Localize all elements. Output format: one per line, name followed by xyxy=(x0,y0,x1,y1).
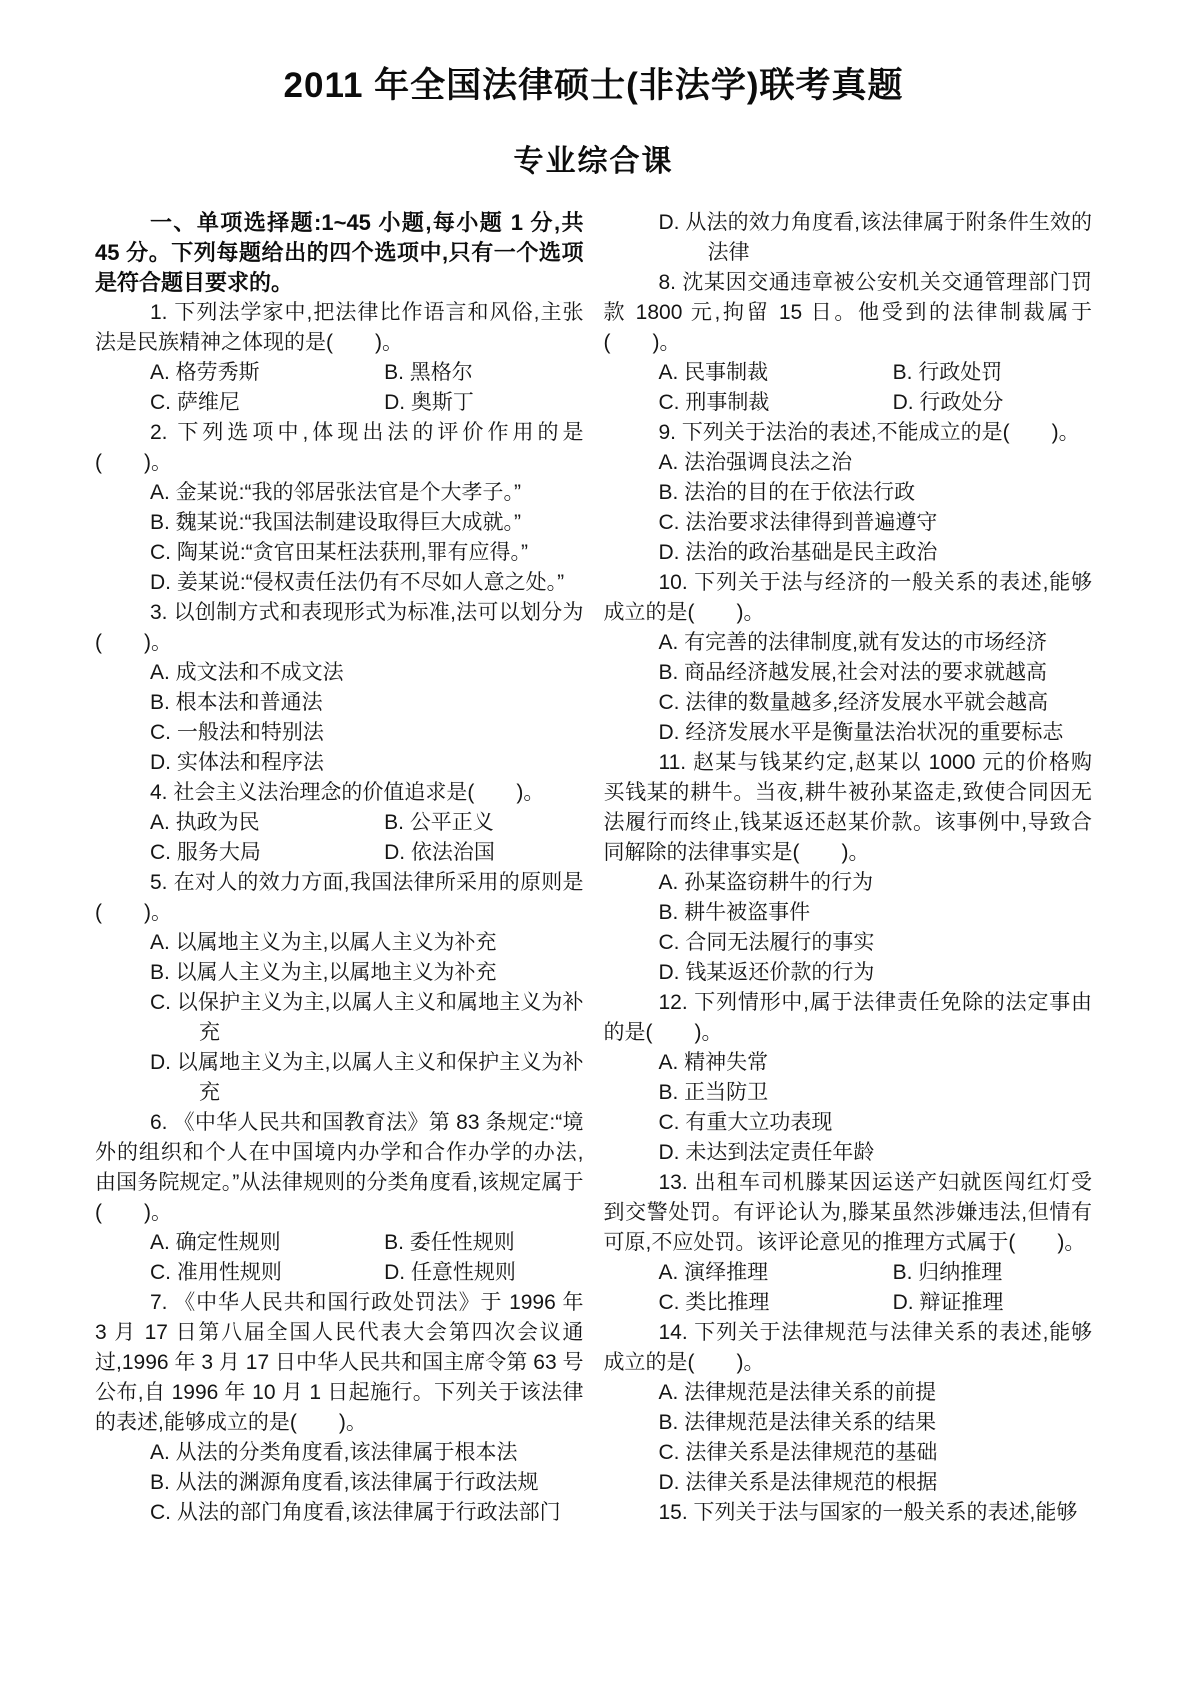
option-b: B. 黑格尔 xyxy=(384,361,473,385)
question-stem: 7. 《中华人民共和国行政处罚法》于 1996 年 3 月 17 日第八届全国人民代表大会第四次会议通过,1996 年 3 月 17 日中华人民共和国主席令第 63 号公布,自 1996 年 10 月 1 日起施行。下列关于该法律的表述,能够成立的是( )。 xyxy=(95,1291,584,1435)
section-intro: 一、单项选择题:1~45 小题,每小题 1 分,共 45 分。下列每题给出的四个选项中,只有一个选项是符合题目要求的。 xyxy=(95,210,584,296)
options-grid xyxy=(659,1258,1093,1318)
option-a: A. 法律规范是法律关系的前提 xyxy=(658,1381,937,1405)
question-2 xyxy=(95,418,584,598)
option-c: C. 法律关系是法律规范的基础 xyxy=(658,1441,938,1465)
question-stem: 2. 下列选项中,体现出法的评价作用的是( )。 xyxy=(95,421,584,475)
option-d: D. 以属地主义为主,以属人主义和保护主义为补充 xyxy=(150,1051,584,1105)
option-d: D. 任意性规则 xyxy=(384,1261,516,1285)
option-b: B. 法律规范是法律关系的结果 xyxy=(658,1411,937,1435)
option-a: A. 成文法和不成文法 xyxy=(150,661,344,685)
option-c: C. 合同无法履行的事实 xyxy=(658,931,875,955)
option-d: D. 法治的政治基础是民主政治 xyxy=(658,541,938,565)
option-b: B. 以属人主义为主,以属地主义为补充 xyxy=(150,961,497,985)
question-1 xyxy=(95,298,584,418)
question-stem: 8. 沈某因交通违章被公安机关交通管理部门罚款 1800 元,拘留 15 日。他受到的法律制裁属于( )。 xyxy=(603,271,1092,355)
option-a: A. 精神失常 xyxy=(658,1051,769,1075)
option-a: A. 孙某盗窃耕牛的行为 xyxy=(658,871,874,895)
option-a: A. 以属地主义为主,以属人主义为补充 xyxy=(150,931,497,955)
option-d: D. 钱某返还价款的行为 xyxy=(658,961,875,985)
option-c: C. 准用性规则 xyxy=(150,1261,282,1285)
option-b: B. 行政处罚 xyxy=(892,361,1003,385)
question-stem: 3. 以创制方式和表现形式为标准,法可以划分为( )。 xyxy=(95,601,584,655)
option-c: C. 陶某说:“贪官田某枉法获刑,罪有应得。” xyxy=(150,541,528,565)
option-c: C. 一般法和特别法 xyxy=(150,721,324,745)
option-d: D. 经济发展水平是衡量法治状况的重要标志 xyxy=(658,721,1064,745)
question-stem: 15. 下列关于法与国家的一般关系的表述,能够 xyxy=(658,1501,1078,1525)
options-grid xyxy=(150,1228,584,1288)
question-6 xyxy=(95,1108,584,1288)
option-a: A. 确定性规则 xyxy=(150,1231,281,1255)
question-stem: 6. 《中华人民共和国教育法》第 83 条规定:“境外的组织和个人在中国境内办学和合作办学的办法,由国务院规定。”从法律规则的分类角度看,该规定属于( )。 xyxy=(95,1111,584,1225)
question-stem: 10. 下列关于法与经济的一般关系的表述,能够成立的是( )。 xyxy=(603,571,1092,625)
option-a: A. 金某说:“我的邻居张法官是个大孝子。” xyxy=(150,481,521,505)
option-a: A. 演绎推理 xyxy=(658,1261,769,1285)
option-d: D. 辩证推理 xyxy=(892,1291,1004,1315)
option-d: D. 行政处分 xyxy=(892,391,1004,415)
question-3 xyxy=(95,598,584,778)
option-d: D. 实体法和程序法 xyxy=(150,751,324,775)
option-b: B. 魏某说:“我国法制建设取得巨大成就。” xyxy=(150,511,521,535)
question-15 xyxy=(604,1498,1093,1528)
question-8 xyxy=(604,268,1093,418)
option-a: A. 民事制裁 xyxy=(658,361,769,385)
question-7 xyxy=(95,1288,584,1528)
option-b: B. 从法的渊源角度看,该法律属于行政法规 xyxy=(150,1471,539,1495)
question-stem: 9. 下列关于法治的表述,不能成立的是( )。 xyxy=(658,421,1080,445)
option-b: B. 法治的目的在于依法行政 xyxy=(658,481,916,505)
question-stem: 5. 在对人的效力方面,我国法律所采用的原则是( )。 xyxy=(95,871,584,925)
option-b: B. 根本法和普通法 xyxy=(150,691,323,715)
column-left xyxy=(95,208,584,1528)
option-b: B. 公平正义 xyxy=(384,811,494,835)
option-c: C. 从法的部门角度看,该法律属于行政法部门 xyxy=(150,1501,561,1525)
option-b: B. 商品经济越发展,社会对法的要求就越高 xyxy=(658,661,1048,685)
option-c: C. 类比推理 xyxy=(658,1291,770,1315)
option-d: D. 姜某说:“侵权责任法仍有不尽如人意之处。” xyxy=(150,571,565,595)
option-b: B. 正当防卫 xyxy=(658,1081,769,1105)
question-stem: 1. 下列法学家中,把法律比作语言和风俗,主张法是民族精神之体现的是( )。 xyxy=(95,301,584,355)
column-right xyxy=(604,208,1093,1528)
question-stem: 13. 出租车司机滕某因运送产妇就医闯红灯受到交警处罚。有评论认为,滕某虽然涉嫌违法,但情有可原,不应处罚。该评论意见的推理方式属于( )。 xyxy=(603,1171,1092,1255)
option-d: D. 依法治国 xyxy=(384,841,495,865)
option-d: D. 法律关系是法律规范的根据 xyxy=(658,1471,938,1495)
option-d: D. 未达到法定责任年龄 xyxy=(658,1141,875,1165)
question-14 xyxy=(604,1318,1093,1498)
question-12 xyxy=(604,988,1093,1168)
two-column-layout xyxy=(95,208,1092,1528)
question-continuation xyxy=(604,208,1093,268)
option-b: B. 委任性规则 xyxy=(384,1231,515,1255)
option-c: C. 法律的数量越多,经济发展水平就会越高 xyxy=(658,691,1049,715)
option-a: A. 有完善的法律制度,就有发达的市场经济 xyxy=(658,631,1048,655)
option-d: D. 奥斯丁 xyxy=(384,391,474,415)
page-subtitle: 专业综合课 xyxy=(513,145,674,179)
question-4 xyxy=(95,778,584,868)
options-grid xyxy=(659,358,1093,418)
option-c: C. 萨维尼 xyxy=(150,391,240,415)
question-10 xyxy=(604,568,1093,748)
page-title: 2011 年全国法律硕士(非法学)联考真题 xyxy=(283,66,904,105)
question-stem: 14. 下列关于法律规范与法律关系的表述,能够成立的是( )。 xyxy=(603,1321,1092,1375)
question-stem: 11. 赵某与钱某约定,赵某以 1000 元的价格购买钱某的耕牛。当夜,耕牛被孙某盗走,致使合同因无法履行而终止,钱某返还赵某价款。该事例中,导致合同解除的法律事实是( )。 xyxy=(603,751,1092,865)
option-b: B. 耕牛被盗事件 xyxy=(658,901,811,925)
option-c: C. 刑事制裁 xyxy=(658,391,770,415)
option-c: C. 服务大局 xyxy=(150,841,261,865)
question-9 xyxy=(604,418,1093,568)
option-a: A. 格劳秀斯 xyxy=(150,361,260,385)
option-a: A. 从法的分类角度看,该法律属于根本法 xyxy=(150,1441,518,1465)
option-a: A. 法治强调良法之治 xyxy=(658,451,853,475)
option-d: D. 从法的效力角度看,该法律属于附条件生效的法律 xyxy=(658,211,1092,265)
options-grid xyxy=(150,808,584,868)
question-stem: 4. 社会主义法治理念的价值追求是( )。 xyxy=(150,781,545,805)
options-grid xyxy=(150,358,584,418)
option-c: C. 有重大立功表现 xyxy=(658,1111,833,1135)
question-stem: 12. 下列情形中,属于法律责任免除的法定事由的是( )。 xyxy=(603,991,1092,1045)
option-a: A. 执政为民 xyxy=(150,811,260,835)
question-5 xyxy=(95,868,584,1108)
option-c: C. 法治要求法律得到普遍遵守 xyxy=(658,511,938,535)
option-c: C. 以保护主义为主,以属人主义和属地主义为补充 xyxy=(150,991,584,1045)
question-11 xyxy=(604,748,1093,988)
question-13 xyxy=(604,1168,1093,1318)
option-b: B. 归纳推理 xyxy=(892,1261,1003,1285)
